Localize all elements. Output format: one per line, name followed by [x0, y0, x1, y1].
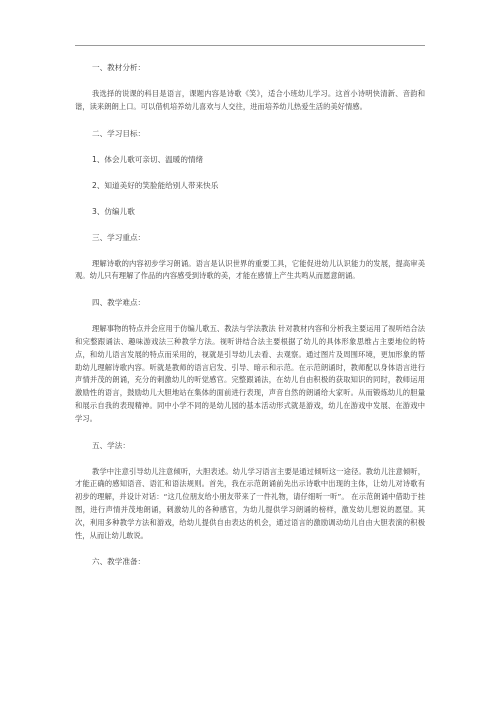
- section-difficulties: [75, 297, 425, 425]
- section-heading: 五、学法：: [92, 440, 130, 450]
- section-paragraph: 教学中注意引导幼儿注意倾听，大胆表述。幼儿学习语言主要是通过倾听这一途径。教幼儿注意倾听，才能正确的感知语音、语汇和语法规则。首先，我在示范朗诵前先出示诗歌中出现的主体，让幼儿对诗歌有初步的理解，并设计对话：“这几位朋友给小朋友带来了一件礼物，请仔细听一听”。 在示范朗诵中借助于挂图，进行声情并茂地朗诵，刺激幼儿的各种感官，为幼儿提供学习朗诵的榜样，激发幼儿想说的愿望。其次，利用多种教学方法和游戏，给幼儿提供自由表达的机会，通过语言的激励调动幼儿自由大胆表演的积极性，从而让幼儿敢说。: [75, 466, 425, 540]
- section-key-points: [75, 232, 425, 284]
- list-item: 1、体会儿歌可亲切、温暖的情绪: [92, 154, 204, 164]
- section-paragraph: 理解事物的特点并会应用于仿编儿歌五、教法与学法教法 针对教材内容和分析我主要运用了视听结合法和完整跟诵法、趣味游戏法三种教学方法。视听讲结合法主要根据了幼儿的具体形象思维占主要地位的特点，和幼儿语言发展的特点而采用的，视就是引导幼儿去看、去观察。通过图片及周围环境，更加形象的帮助幼儿理解诗歌内容。听就是教师的语言启发、引导、暗示和示范。在示范朗诵时，教师配以身体语言进行声情并茂的朗诵，充分的刺激幼儿的听觉感官。完整跟诵法，在幼儿自由积极的获取知识的同时，教师运用激励性的语言，鼓励幼儿大胆地站在集体的面前进行表现，声音自然的朗诵给大家听。从而锻炼幼儿的胆量和展示自我的表现精神。同中小学不同的是幼儿园的基本活动形式就是游戏，幼儿在游戏中发展、在游戏中学习。: [75, 324, 425, 423]
- section-paragraph: 理解诗歌的内容初步学习朗诵。语言是认识世界的重要工具，它能促进幼儿认识能力的发展，提高审美观。幼儿只有理解了作品的内容感受到诗歌的美，才能在感情上产生共鸣从而愿意朗诵。: [75, 258, 425, 281]
- section-preparation: [75, 556, 425, 568]
- section-heading: 一、教材分析：: [92, 63, 146, 72]
- section-heading: 三、学习重点：: [92, 232, 146, 242]
- list-item: 2、知道美好的笑脸能给别人带来快乐: [92, 180, 219, 190]
- top-rule: [75, 45, 425, 46]
- section-heading: 四、教学难点：: [92, 298, 146, 308]
- section-learning-methods: [75, 440, 425, 543]
- document-body: [75, 62, 425, 582]
- section-paragraph: 我选择的说课的科目是语言，课题内容是诗歌《笑》，适合小班幼儿学习。这首小诗明快清新、音韵和谐，读来朗朗上口。可以借机培养幼儿喜欢与人交往，进而培养幼儿热爱生活的美好情感。: [75, 89, 425, 111]
- list-item: 3、仿编儿歌: [92, 206, 135, 216]
- section-textbook-analysis: [75, 62, 425, 114]
- section-learning-goals: [75, 128, 425, 218]
- section-heading: 六、教学准备：: [92, 557, 146, 567]
- section-heading: 二、学习目标：: [92, 128, 146, 138]
